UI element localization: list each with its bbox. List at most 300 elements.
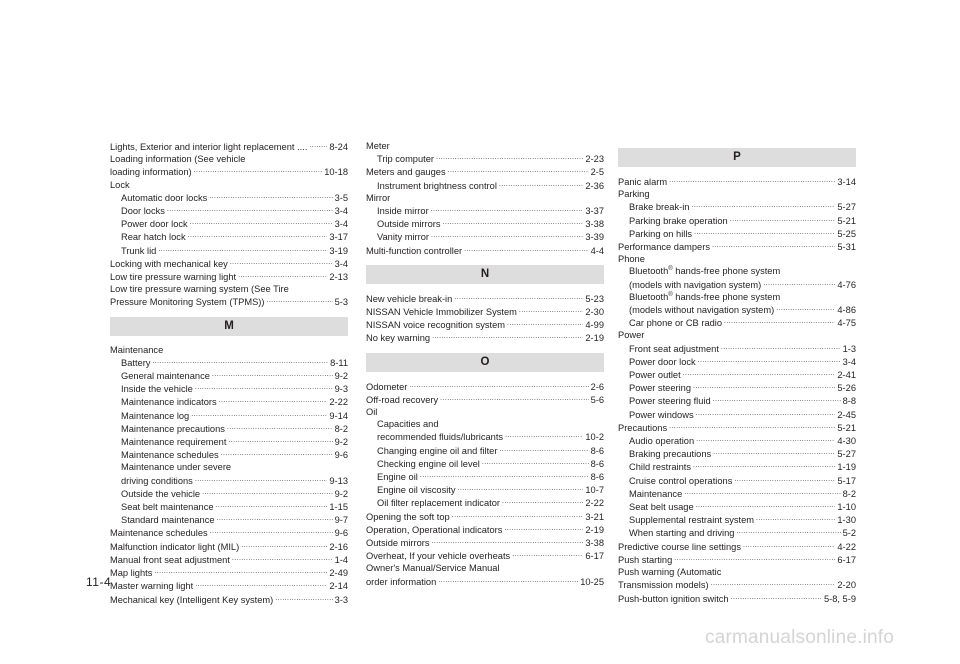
index-entry [366, 549, 604, 562]
index-entry [366, 523, 604, 536]
index-entry [618, 368, 856, 381]
dot-leader [191, 409, 327, 419]
dot-leader [432, 536, 584, 546]
index-entry [618, 200, 856, 213]
entry-text: Checking engine oil level [377, 458, 480, 469]
index-entry [366, 406, 604, 418]
index-entry [618, 434, 856, 447]
dot-leader [438, 575, 578, 585]
entry-text: Operation, Operational indicators [366, 524, 503, 535]
dot-leader [693, 460, 835, 470]
index-entry [110, 579, 348, 592]
index-entry [110, 244, 348, 257]
entry-page: 5-31 [837, 242, 856, 253]
index-entry [618, 553, 856, 566]
entry-text: order information [366, 576, 437, 587]
index-column-2 [366, 140, 604, 588]
index-entry [366, 470, 604, 483]
index-entry [618, 355, 856, 368]
dot-leader [736, 526, 840, 536]
dot-leader [221, 448, 333, 458]
entry-text: Cruise control operations [629, 475, 733, 486]
entry-page: 8-11 [330, 357, 348, 368]
dot-leader [217, 513, 333, 523]
entry-text: Maintenance requirement [121, 437, 227, 448]
dot-leader [519, 305, 584, 315]
dot-leader [266, 295, 332, 305]
entry-text: Braking precautions [629, 449, 712, 460]
entry-text: Oil filter replacement indicator [377, 498, 500, 509]
entry-page: 9-6 [334, 450, 348, 461]
entry-page: 2-23 [585, 154, 604, 165]
dot-leader [194, 165, 323, 175]
entry-text: Supplemental restraint system [629, 515, 755, 526]
index-entry [110, 382, 348, 395]
dot-leader [743, 540, 835, 550]
entry-page: 9-2 [334, 488, 348, 499]
dot-leader [232, 553, 333, 563]
entry-page: 2-5 [590, 167, 604, 178]
index-entry [366, 318, 604, 331]
dot-leader [448, 165, 589, 175]
entry-text: Maintenance log [121, 410, 190, 421]
dot-leader [219, 395, 328, 405]
entry-page: 3-37 [585, 206, 604, 217]
dot-leader [683, 368, 836, 378]
entry-page: 9-13 [329, 475, 348, 486]
entry-text: Map lights [110, 568, 153, 579]
index-entry [618, 474, 856, 487]
dot-leader [216, 500, 328, 510]
index-entry [110, 435, 348, 448]
dot-leader [443, 217, 584, 227]
entry-text: Maintenance schedules [110, 528, 208, 539]
entry-page: 3-21 [585, 511, 604, 522]
index-entry [110, 283, 348, 295]
index-entry [366, 244, 604, 257]
index-entry [110, 422, 348, 435]
entry-text: Battery [121, 357, 151, 368]
entry-page: 3-4 [334, 206, 348, 217]
index-entry [110, 140, 348, 153]
index-entry [110, 395, 348, 408]
entry-text: When starting and driving [629, 528, 735, 539]
dot-leader [730, 214, 836, 224]
dot-leader [202, 487, 332, 497]
entry-text: Changing engine oil and filter [377, 445, 498, 456]
dot-leader [763, 278, 835, 288]
index-entry [618, 303, 856, 316]
entry-text: Parking [618, 189, 650, 200]
entry-page: 1-10 [837, 502, 856, 513]
dot-leader [195, 474, 328, 484]
dot-leader [696, 408, 836, 418]
entry-text: Car phone or CB radio [629, 318, 723, 329]
dot-leader [507, 318, 583, 328]
entry-text: Inside mirror [377, 206, 429, 217]
entry-text: Capacities and [377, 419, 439, 430]
entry-text: Transmission models) [618, 580, 709, 591]
entry-page: 2-19 [585, 524, 604, 535]
entry-text: Off-road recovery [366, 394, 439, 405]
entry-text: NISSAN voice recognition system [366, 320, 505, 331]
dot-leader [464, 244, 588, 254]
dot-leader [431, 230, 583, 240]
dot-leader [482, 457, 589, 467]
entry-text: Maintenance schedules [121, 450, 219, 461]
entry-page: 8-6 [590, 472, 604, 483]
dot-leader [499, 179, 584, 189]
dot-leader [227, 422, 333, 432]
entry-page: 3-19 [329, 245, 348, 256]
entry-page: 3-5 [334, 192, 348, 203]
entry-text: Mirror [366, 192, 391, 203]
index-entry [618, 381, 856, 394]
entry-text: (models with navigation system) [629, 279, 762, 290]
entry-text: recommended fluids/lubricants [377, 432, 504, 443]
dot-leader [696, 434, 835, 444]
entry-text: Manual front seat adjustment [110, 554, 230, 565]
entry-text: Low tire pressure warning light [110, 272, 237, 283]
dot-leader [436, 152, 583, 162]
index-entry [110, 257, 348, 270]
index-entry [110, 566, 348, 579]
index-entry [110, 230, 348, 243]
entry-page: 10-2 [585, 432, 604, 443]
entry-page: 5-17 [837, 475, 856, 486]
entry-page: 9-6 [334, 528, 348, 539]
index-entry [618, 408, 856, 421]
entry-page: 9-3 [334, 384, 348, 395]
dot-leader [458, 483, 584, 493]
entry-text: Predictive course line settings [618, 541, 741, 552]
entry-page: 2-22 [585, 498, 604, 509]
entry-text: Trip computer [377, 154, 435, 165]
index-entry [618, 526, 856, 539]
entry-text: Maintenance precautions [121, 423, 225, 434]
entry-text: Standard maintenance [121, 515, 215, 526]
entry-text: Master warning light [110, 581, 194, 592]
entry-text: Push warning (Automatic [618, 567, 722, 578]
index-entry [618, 578, 856, 591]
entry-text: Automatic door locks [121, 192, 208, 203]
dot-leader [241, 540, 327, 550]
dot-leader [669, 421, 835, 431]
entry-text: Overheat, If your vehicle overheats [366, 551, 511, 562]
entry-text: loading information) [110, 167, 192, 178]
index-column-1 [110, 140, 348, 606]
entry-page: 8-24 [329, 142, 348, 152]
entry-text: (models without navigation system) [629, 305, 775, 316]
index-entry [618, 487, 856, 500]
index-entry [618, 214, 856, 227]
entry-page: 3-3 [334, 594, 348, 605]
entry-text: Maintenance indicators [121, 397, 217, 408]
dot-leader [711, 578, 836, 588]
section-header-n: N [366, 265, 604, 284]
index-entry [366, 380, 604, 393]
dot-leader [420, 470, 589, 480]
entry-text: Maintenance [110, 344, 164, 355]
entry-text: Meter [366, 141, 390, 151]
dot-leader [694, 227, 835, 237]
entry-text: Outside mirrors [366, 538, 430, 549]
entry-page: 2-30 [585, 307, 604, 318]
dot-leader [502, 496, 583, 506]
index-entry [110, 270, 348, 283]
entry-text: Inside the vehicle [121, 384, 193, 395]
entry-text: Front seat adjustment [629, 343, 719, 354]
entry-text: No key warning [366, 333, 431, 344]
index-entry [110, 540, 348, 553]
entry-text: Vanity mirror [377, 232, 429, 243]
index-column-3 [618, 140, 856, 605]
index-entry [618, 500, 856, 513]
dot-leader [693, 381, 835, 391]
dot-leader [209, 191, 332, 201]
entry-page: 3-4 [334, 219, 348, 230]
entry-page: 3-4 [334, 258, 348, 269]
dot-leader [212, 369, 333, 379]
entry-text: Engine oil viscosity [377, 485, 456, 496]
dot-leader [440, 393, 588, 403]
entry-page: 8-2 [334, 423, 348, 434]
dot-leader [698, 355, 841, 365]
entry-text: Oil [366, 407, 378, 418]
index-entry [366, 536, 604, 549]
index-entry [366, 217, 604, 230]
dot-leader [230, 257, 333, 267]
index-entry [366, 292, 604, 305]
dot-leader [432, 331, 583, 341]
index-entry [618, 265, 856, 277]
entry-page: 1-15 [329, 502, 348, 513]
index-entry [618, 253, 856, 265]
dot-leader [696, 500, 836, 510]
entry-text: Malfunction indicator light (MIL) [110, 541, 240, 552]
entry-page: 1-30 [837, 515, 856, 526]
index-entry [110, 500, 348, 513]
dot-leader [724, 316, 835, 326]
index-entry [110, 593, 348, 606]
entry-text: Power steering fluid [629, 396, 711, 407]
entry-page: 3-17 [329, 232, 348, 243]
index-entry [110, 344, 348, 356]
index-entry [618, 566, 856, 578]
section-header-p: P [618, 148, 856, 167]
entry-page: 2-20 [837, 580, 856, 591]
entry-page: 2-16 [329, 541, 348, 552]
dot-leader [195, 382, 333, 392]
entry-page: 5-26 [837, 383, 856, 394]
entry-page: 5-25 [837, 228, 856, 239]
entry-page: 6-17 [837, 554, 856, 565]
dot-leader [431, 204, 584, 214]
dot-leader [188, 230, 328, 240]
entry-text: Odometer [366, 381, 408, 392]
entry-text: Power [618, 330, 645, 341]
index-entry [110, 487, 348, 500]
dot-leader [190, 217, 333, 227]
entry-page: 1-19 [837, 462, 856, 473]
index-entry [366, 305, 604, 318]
index-entry [110, 526, 348, 539]
entry-text: Low tire pressure warning system (See Tire [110, 284, 289, 295]
entry-text: Power door lock [121, 219, 188, 230]
entry-page: 3-4 [842, 356, 856, 367]
entry-page: 3-14 [837, 177, 856, 187]
dot-leader [238, 270, 327, 280]
entry-page: 9-2 [334, 437, 348, 448]
index-entry [110, 553, 348, 566]
entry-text: Instrument brightness control [377, 180, 497, 191]
index-entry [618, 240, 856, 253]
entry-page: 5-8, 5-9 [823, 593, 856, 604]
entry-page: 9-7 [334, 515, 348, 526]
index-entry [366, 510, 604, 523]
dot-leader [512, 549, 583, 559]
entry-text: Loading information (See vehicle [110, 154, 246, 165]
index-entry [366, 457, 604, 470]
index-entry [618, 316, 856, 329]
index-entry [110, 153, 348, 165]
dot-leader [452, 510, 584, 520]
entry-page: 5-23 [585, 293, 604, 304]
dot-leader [195, 579, 327, 589]
entry-page: 9-2 [334, 371, 348, 382]
dot-leader [684, 487, 840, 497]
entry-text: Brake break-in [629, 202, 690, 213]
dot-leader [691, 200, 835, 210]
index-entry [110, 513, 348, 526]
entry-text: Power door lock [629, 356, 696, 367]
dot-leader [409, 380, 588, 390]
index-entry [618, 540, 856, 553]
entry-page: 5-2 [842, 528, 856, 539]
entry-page: 4-99 [585, 320, 604, 331]
watermark[interactable]: carmanualsonline.info [705, 627, 895, 648]
entry-page: 9-14 [329, 410, 348, 421]
index-entry [366, 152, 604, 165]
index-entry [366, 418, 604, 430]
entry-text: Meters and gauges [366, 167, 446, 178]
entry-text: Multi-function controller [366, 245, 463, 256]
index-entry [110, 165, 348, 178]
index-entry [366, 393, 604, 406]
entry-page: 4-22 [837, 541, 856, 552]
index-entry [366, 575, 604, 588]
entry-text: Power windows [629, 409, 694, 420]
index-entry [618, 592, 856, 605]
index-entry [618, 175, 856, 188]
entry-page: 1-3 [842, 343, 856, 354]
entry-page: 4-75 [837, 318, 856, 329]
entry-text: Lock [110, 179, 130, 190]
entry-text: Parking on hills [629, 228, 693, 239]
entry-page: 5-3 [334, 297, 348, 308]
entry-page: 5-6 [590, 394, 604, 405]
dot-leader [454, 292, 583, 302]
index-entry [618, 460, 856, 473]
section-header-o: O [366, 353, 604, 372]
index-entry [366, 496, 604, 509]
entry-text: Push starting [618, 554, 673, 565]
entry-page: 5-21 [837, 422, 856, 433]
entry-page: 2-14 [329, 581, 348, 592]
entry-text: NISSAN Vehicle Immobilizer System [366, 307, 517, 318]
entry-page: 2-49 [329, 568, 348, 579]
entry-page: 2-45 [837, 409, 856, 420]
index-entry [618, 227, 856, 240]
index-entry [366, 483, 604, 496]
section-header-m: M [110, 317, 348, 336]
index-entry [618, 421, 856, 434]
dot-leader [154, 566, 327, 576]
index-entry [618, 513, 856, 526]
dot-leader [210, 526, 333, 536]
index-entry [618, 394, 856, 407]
index-entry [618, 188, 856, 200]
entry-text: Rear hatch lock [121, 232, 186, 243]
entry-page: 2-22 [329, 397, 348, 408]
index-entry [366, 430, 604, 443]
entry-text: Pressure Monitoring System (TPMS)) [110, 297, 265, 308]
entry-text: Audio operation [629, 436, 695, 447]
dot-leader [756, 513, 835, 523]
dot-leader [712, 240, 835, 250]
entry-text: Power steering [629, 383, 692, 394]
entry-page: 10-18 [324, 167, 348, 178]
index-entry [366, 562, 604, 574]
dot-leader [734, 474, 835, 484]
entry-text: Outside the vehicle [121, 488, 201, 499]
entry-text: Opening the soft top [366, 511, 450, 522]
dot-leader [674, 553, 835, 563]
index-entry [366, 192, 604, 204]
entry-page: 2-41 [837, 370, 856, 381]
entry-text: Maintenance under severe [121, 462, 232, 473]
dot-leader [504, 523, 583, 533]
entry-page: 2-19 [585, 333, 604, 344]
index-entry [110, 369, 348, 382]
entry-page: 10-25 [580, 576, 604, 587]
index-entry [110, 295, 348, 308]
index-entry [110, 204, 348, 217]
dot-leader [713, 394, 841, 404]
entry-text: New vehicle break-in [366, 293, 453, 304]
entry-text: Seat belt usage [629, 502, 694, 513]
dot-leader [499, 444, 588, 454]
entry-page: 1-4 [334, 554, 348, 565]
entry-page: 6-17 [585, 551, 604, 562]
entry-text: Engine oil [377, 472, 418, 483]
index-entry [110, 461, 348, 473]
entry-text: Push-button ignition switch [618, 593, 729, 604]
index-entry [110, 191, 348, 204]
entry-page: 4-4 [590, 245, 604, 256]
entry-text: Panic alarm [618, 177, 668, 187]
entry-page: 4-30 [837, 436, 856, 447]
entry-page: 4-86 [837, 305, 856, 316]
entry-page: 2-13 [329, 272, 348, 283]
entry-page: 5-21 [837, 215, 856, 226]
index-entry [110, 409, 348, 422]
index-entry [110, 448, 348, 461]
dot-leader [669, 175, 835, 185]
entry-page: 3-38 [585, 219, 604, 230]
dot-leader [776, 303, 835, 313]
index-entry [618, 278, 856, 291]
